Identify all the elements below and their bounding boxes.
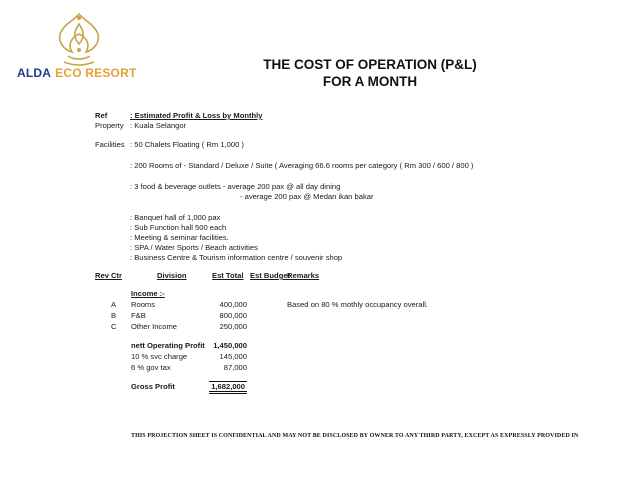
tax-label: 6 % gov tax	[131, 363, 171, 372]
table-row	[95, 311, 615, 322]
ref-value: : Estimated Profit & Loss by Monthly	[130, 111, 263, 120]
gross-row	[95, 382, 615, 393]
facility-item: : 3 food & beverage outlets - average 200 pax @ all day dining	[130, 182, 341, 191]
facility-row	[95, 253, 615, 263]
nett-label: nett Operating Profit	[131, 341, 205, 350]
income-label: Income :-	[131, 289, 165, 298]
facility-row	[95, 192, 615, 202]
income-heading	[95, 289, 615, 300]
title-line-1: THE COST OF OPERATION (P&L)	[263, 57, 477, 72]
facility-row	[95, 161, 615, 171]
facility-item: : Meeting & seminar facilities.	[130, 233, 229, 242]
col-division: Division	[157, 271, 187, 280]
facility-row	[95, 213, 615, 223]
row-division: Rooms	[131, 300, 156, 309]
gross-value: 1,682,000	[209, 381, 247, 394]
col-est-total: Est Total	[212, 271, 244, 280]
property-row	[95, 121, 615, 131]
brand-name-primary: ALDA	[17, 66, 52, 80]
confidentiality-footer: THIS PROJECTION SHEET IS CONFIDENTIAL AND MAY NOT BE DISCLOSED BY OWNER TO ANY THIRD PARTY, EXCEPT AS EXPRESSLY PROVIDED IN	[131, 433, 579, 439]
row-total: 800,000	[219, 311, 247, 320]
resort-logo-icon	[50, 10, 108, 68]
facilities-label: Facilities	[95, 140, 125, 149]
table-row	[95, 322, 615, 333]
facility-item: - average 200 pax @ Medan ikan bakar	[240, 192, 374, 201]
row-code: C	[111, 322, 117, 331]
row-remarks: Based on 80 % mothly occupancy overall.	[287, 300, 428, 309]
tax-row	[95, 363, 615, 374]
facilities-row	[95, 140, 615, 150]
brand-tagline: ECO RESORT	[55, 66, 137, 80]
facility-row	[95, 223, 615, 233]
svc-value: 145,000	[219, 352, 247, 361]
facility-row	[95, 233, 615, 243]
row-total: 400,000	[219, 300, 247, 309]
brand-name	[17, 66, 136, 80]
facility-item: : Sub Function hall 500 each	[130, 223, 227, 232]
facility-item: : 200 Rooms of - Standard / Deluxe / Suite ( Averaging 66.6 rooms per category ( Rm 300 / 600 / 800 )	[130, 161, 474, 170]
row-total: 250,000	[219, 322, 247, 331]
ref-label: Ref	[95, 111, 108, 120]
table-row	[95, 300, 615, 311]
nett-row	[95, 341, 615, 352]
svc-row	[95, 352, 615, 363]
col-est-budget: Est Budget	[250, 271, 291, 280]
svc-label: 10 % svc charge	[131, 352, 188, 361]
row-code: A	[111, 300, 117, 309]
page-title	[225, 56, 515, 90]
facility-item: : Banquet hall of 1,000 pax	[130, 213, 221, 222]
gross-label: Gross Profit	[131, 382, 175, 391]
property-value: : Kuala Selangor	[130, 121, 187, 130]
title-line-2: FOR A MONTH	[322, 74, 418, 89]
row-code: B	[111, 311, 117, 320]
table-header	[95, 271, 615, 282]
row-division: Other Income	[131, 322, 178, 331]
property-label: Property	[95, 121, 124, 130]
facility-item: : SPA / Water Sports / Beach activities	[130, 243, 258, 252]
row-division: F&B	[131, 311, 146, 320]
facility-row	[95, 182, 615, 192]
col-remarks: Remarks	[287, 271, 320, 280]
ref-row	[95, 111, 615, 121]
col-rev-ctr: Rev Ctr	[95, 271, 123, 280]
pl-document	[95, 111, 615, 393]
nett-value: 1,450,000	[213, 341, 247, 350]
facility-row	[95, 243, 615, 253]
facility-item: : 50 Chalets Floating ( Rm 1,000 )	[130, 140, 244, 149]
tax-value: 87,000	[223, 363, 247, 372]
facility-item: : Business Centre & Tourism information centre / souvenir shop	[130, 253, 343, 262]
